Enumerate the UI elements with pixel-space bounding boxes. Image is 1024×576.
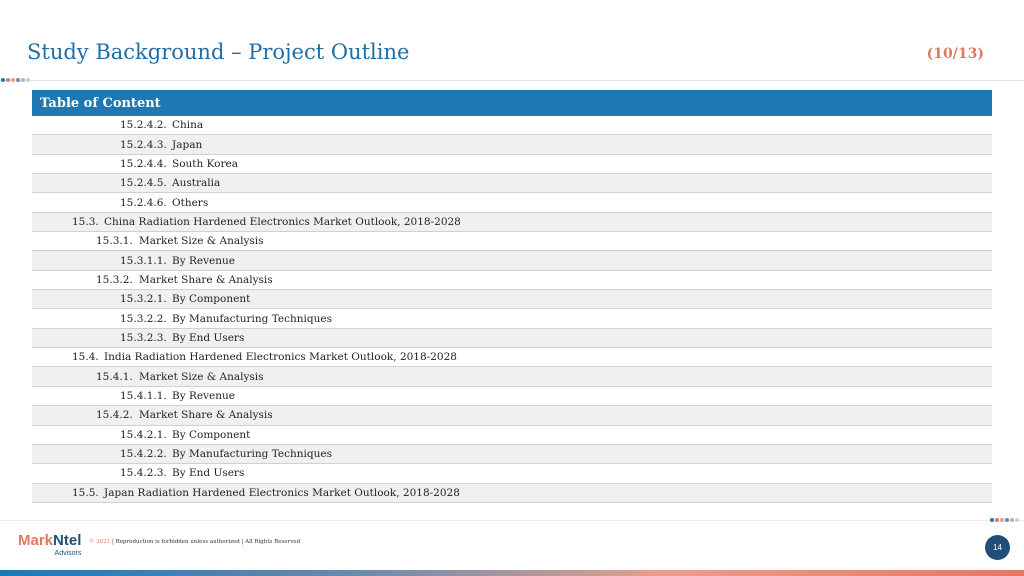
decorative-dots-top (1, 78, 30, 82)
toc-row (32, 367, 992, 386)
toc-row-label: By End Users (172, 467, 245, 480)
toc-row (32, 290, 992, 309)
toc-row-label: By Component (172, 428, 251, 441)
toc-row-number: 15.3.1.1. (120, 254, 167, 267)
toc-row-number: 15.4. (72, 351, 99, 364)
toc-row-number: 15.2.4.5. (120, 177, 167, 190)
title-divider (0, 80, 1024, 81)
toc-row (32, 387, 992, 406)
logo-ntel: Ntel (53, 532, 82, 549)
toc-row-number: 15.2.4.4. (120, 157, 167, 170)
copyright-notice (89, 539, 300, 545)
toc-row-number: 15.2.4.6. (120, 196, 167, 209)
decorative-dot (1000, 518, 1004, 522)
decorative-dot (6, 78, 10, 82)
footer-gradient-bar (0, 570, 1024, 576)
toc-row-number: 15.3.2.1. (120, 293, 167, 306)
toc-row-label: China Radiation Hardened Electronics Market Outlook, 2018-2028 (104, 215, 461, 228)
decorative-dot (21, 78, 25, 82)
toc-row (32, 426, 992, 445)
toc-row (32, 484, 992, 503)
toc-row-label: Market Share & Analysis (139, 273, 273, 286)
page-title: Study Background – Project Outline (27, 40, 410, 64)
footer-divider (0, 520, 1024, 521)
toc-row-number: 15.3.2. (96, 273, 133, 286)
toc-row-label: Market Size & Analysis (139, 370, 264, 383)
copyright-year: © 2021 (89, 539, 111, 545)
decorative-dot (990, 518, 994, 522)
toc-row-label: Market Share & Analysis (139, 409, 273, 422)
toc-row (32, 445, 992, 464)
table-of-contents (32, 90, 992, 503)
toc-row (32, 348, 992, 367)
toc-row-label: Japan (172, 138, 203, 151)
toc-row-number: 15.3.2.3. (120, 331, 167, 344)
toc-row-number: 15.2.4.3. (120, 138, 167, 151)
toc-row-label: Japan Radiation Hardened Electronics Market Outlook, 2018-2028 (104, 486, 460, 499)
toc-row (32, 309, 992, 328)
toc-row-label: By Revenue (172, 254, 235, 267)
toc-row-label: Australia (172, 177, 221, 190)
toc-row-label: Others (172, 196, 209, 209)
toc-row-number: 15.4.2.3. (120, 467, 167, 480)
toc-row (32, 251, 992, 270)
toc-row (32, 329, 992, 348)
toc-row (32, 271, 992, 290)
decorative-dot (16, 78, 20, 82)
toc-row (32, 116, 992, 135)
toc-row (32, 135, 992, 154)
logo-advisors: Advisors (54, 550, 82, 557)
toc-row-number: 15.5. (72, 486, 99, 499)
toc-row (32, 406, 992, 425)
toc-row-label: By Revenue (172, 389, 235, 402)
toc-row-label: India Radiation Hardened Electronics Market Outlook, 2018-2028 (104, 351, 457, 364)
toc-row-label: By Component (172, 293, 251, 306)
toc-row-label: By Manufacturing Techniques (172, 448, 332, 461)
toc-row (32, 232, 992, 251)
decorative-dot (995, 518, 999, 522)
toc-row-label: By Manufacturing Techniques (172, 312, 332, 325)
decorative-dots-bottom (990, 518, 1019, 522)
toc-row-number: 15.2.4.2. (120, 119, 167, 132)
page-number-badge: 14 (985, 535, 1010, 560)
toc-heading: Table of Content (32, 90, 992, 116)
toc-row (32, 174, 992, 193)
decorative-dot (26, 78, 30, 82)
copyright-text: | Reproduction is forbidden unless authorized | All Rights Reserved (110, 539, 301, 545)
toc-row-number: 15.4.1. (96, 370, 133, 383)
toc-row-label: By End Users (172, 331, 245, 344)
toc-row-number: 15.4.2.2. (120, 448, 167, 461)
decorative-dot (11, 78, 15, 82)
toc-row-label: China (172, 119, 204, 132)
toc-row (32, 155, 992, 174)
toc-row (32, 193, 992, 212)
toc-row (32, 213, 992, 232)
toc-row-number: 15.4.2. (96, 409, 133, 422)
decorative-dot (1010, 518, 1014, 522)
marknetel-logo (18, 533, 81, 557)
toc-row-number: 15.3. (72, 215, 99, 228)
logo-mark: Mark (18, 532, 54, 549)
toc-row-number: 15.4.1.1. (120, 389, 167, 402)
toc-rows (32, 116, 992, 503)
decorative-dot (1, 78, 5, 82)
toc-row-label: South Korea (172, 157, 238, 170)
toc-row-label: Market Size & Analysis (139, 235, 264, 248)
toc-row-number: 15.4.2.1. (120, 428, 167, 441)
toc-row-number: 15.3.1. (96, 235, 133, 248)
decorative-dot (1015, 518, 1019, 522)
toc-row-number: 15.3.2.2. (120, 312, 167, 325)
toc-row (32, 464, 992, 483)
page-count: (10/13) (926, 46, 984, 62)
decorative-dot (1005, 518, 1009, 522)
